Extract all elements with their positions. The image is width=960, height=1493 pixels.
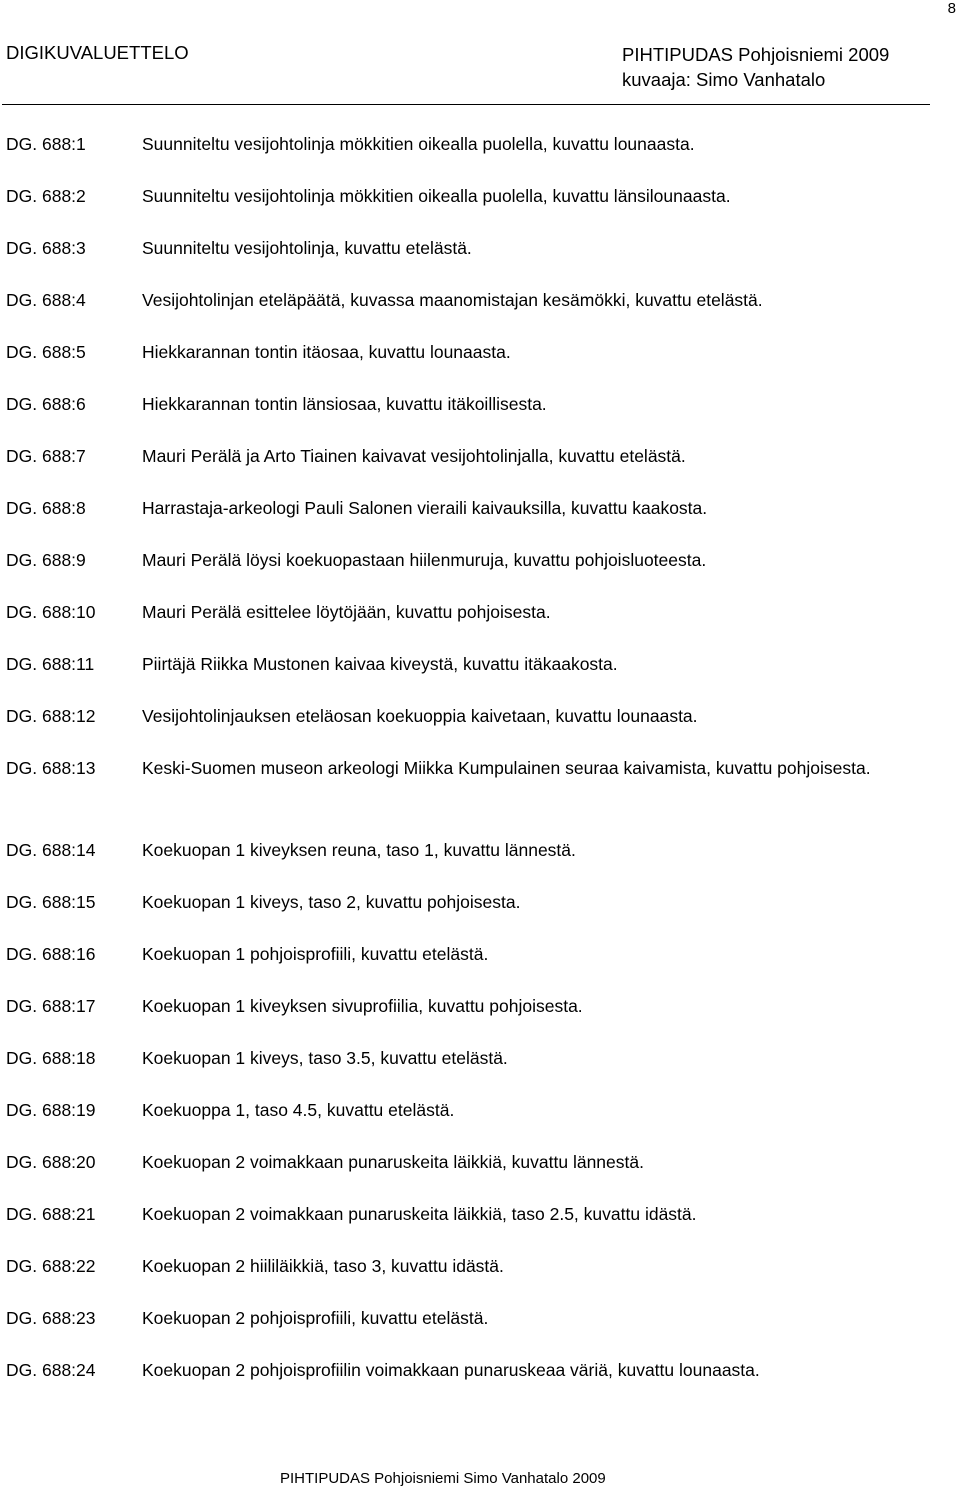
catalog-entry bbox=[0, 1198, 960, 1250]
photo-code: DG. 688:13 bbox=[6, 758, 96, 778]
header-info bbox=[622, 42, 889, 92]
catalog-entry bbox=[0, 938, 960, 990]
photo-code: DG. 688:1 bbox=[6, 134, 86, 154]
photo-description: Koekuopan 2 hiililäikkiä, taso 3, kuvattu idästä. bbox=[142, 1256, 504, 1276]
catalog-entry bbox=[0, 388, 960, 440]
catalog-entry bbox=[0, 544, 960, 596]
catalog-entry bbox=[0, 128, 960, 180]
photo-description: Koekuopan 1 kiveyksen sivuprofiilia, kuvattu pohjoisesta. bbox=[142, 996, 583, 1016]
photo-description: Suunniteltu vesijohtolinja mökkitien oikealla puolella, kuvattu länsilounaasta. bbox=[142, 186, 731, 206]
photo-description: Mauri Perälä löysi koekuopastaan hiilenmuruja, kuvattu pohjoisluoteesta. bbox=[142, 550, 707, 570]
photo-code: DG. 688:6 bbox=[6, 394, 86, 414]
photo-description: Koekuopan 1 kiveys, taso 3.5, kuvattu etelästä. bbox=[142, 1048, 508, 1068]
catalog-entry bbox=[0, 1146, 960, 1198]
catalog-entry bbox=[0, 180, 960, 232]
photo-description: Koekuopan 2 voimakkaan punaruskeita läikkiä, kuvattu lännestä. bbox=[142, 1152, 644, 1172]
photo-code: DG. 688:19 bbox=[6, 1100, 96, 1120]
photo-description: Hiekkarannan tontin itäosaa, kuvattu lounaasta. bbox=[142, 342, 511, 362]
photo-description: Koekuopan 2 voimakkaan punaruskeita läikkiä, taso 2.5, kuvattu idästä. bbox=[142, 1204, 697, 1224]
photo-code: DG. 688:24 bbox=[6, 1360, 96, 1380]
photo-code: DG. 688:2 bbox=[6, 186, 86, 206]
photo-code: DG. 688:18 bbox=[6, 1048, 96, 1068]
photo-description: Hiekkarannan tontin länsiosaa, kuvattu itäkoillisesta. bbox=[142, 394, 547, 414]
photo-catalog-list bbox=[0, 128, 960, 1406]
photo-code: DG. 688:3 bbox=[6, 238, 86, 258]
photo-description: Suunniteltu vesijohtolinja mökkitien oikealla puolella, kuvattu lounaasta. bbox=[142, 134, 695, 154]
photo-description: Koekuopan 1 kiveyksen reuna, taso 1, kuvattu lännestä. bbox=[142, 840, 576, 860]
photo-description: Mauri Perälä ja Arto Tiainen kaivavat vesijohtolinjalla, kuvattu etelästä. bbox=[142, 446, 686, 466]
photo-code: DG. 688:15 bbox=[6, 892, 96, 912]
header-divider bbox=[2, 104, 930, 105]
photo-description: Koekuopan 1 pohjoisprofiili, kuvattu etelästä. bbox=[142, 944, 489, 964]
catalog-entry bbox=[0, 440, 960, 492]
catalog-entry bbox=[0, 492, 960, 544]
photo-code: DG. 688:22 bbox=[6, 1256, 96, 1276]
photo-description: Harrastaja-arkeologi Pauli Salonen vieraili kaivauksilla, kuvattu kaakosta. bbox=[142, 498, 708, 518]
photo-code: DG. 688:16 bbox=[6, 944, 96, 964]
catalog-entry bbox=[0, 1302, 960, 1354]
photo-code: DG. 688:12 bbox=[6, 706, 96, 726]
photo-code: DG. 688:8 bbox=[6, 498, 86, 518]
photo-code: DG. 688:21 bbox=[6, 1204, 96, 1224]
catalog-entry bbox=[0, 596, 960, 648]
page-footer: PIHTIPUDAS Pohjoisniemi Simo Vanhatalo 2009 bbox=[280, 1470, 606, 1487]
photo-code: DG. 688:20 bbox=[6, 1152, 96, 1172]
catalog-entry bbox=[0, 1094, 960, 1146]
photo-code: DG. 688:14 bbox=[6, 840, 96, 860]
photo-code: DG. 688:11 bbox=[6, 654, 95, 674]
page-number: 8 bbox=[947, 0, 956, 17]
catalog-entry bbox=[0, 834, 960, 886]
photo-description: Vesijohtolinjan eteläpäätä, kuvassa maanomistajan kesämökki, kuvattu etelästä. bbox=[142, 290, 763, 310]
photo-code: DG. 688:9 bbox=[6, 550, 86, 570]
catalog-entry bbox=[0, 1354, 960, 1406]
catalog-entry bbox=[0, 1250, 960, 1302]
header-photographer: kuvaaja: Simo Vanhatalo bbox=[622, 69, 826, 90]
photo-description: Mauri Perälä esittelee löytöjään, kuvattu pohjoisesta. bbox=[142, 602, 551, 622]
photo-description: Koekuopan 2 pohjoisprofiili, kuvattu etelästä. bbox=[142, 1308, 489, 1328]
header-location: PIHTIPUDAS Pohjoisniemi 2009 bbox=[622, 44, 890, 65]
photo-code: DG. 688:17 bbox=[6, 996, 96, 1016]
photo-code: DG. 688:5 bbox=[6, 342, 86, 362]
catalog-entry bbox=[0, 1042, 960, 1094]
photo-code: DG. 688:10 bbox=[6, 602, 96, 622]
photo-description: Piirtäjä Riikka Mustonen kaivaa kiveystä, kuvattu itäkaakosta. bbox=[142, 654, 618, 674]
photo-description: Koekuopan 2 pohjoisprofiilin voimakkaan punaruskeaa väriä, kuvattu lounaasta. bbox=[142, 1360, 760, 1380]
photo-code: DG. 688:7 bbox=[6, 446, 86, 466]
photo-description: Vesijohtolinjauksen eteläosan koekuoppia kaivetaan, kuvattu lounaasta. bbox=[142, 706, 698, 726]
catalog-entry bbox=[0, 648, 960, 700]
catalog-entry bbox=[0, 990, 960, 1042]
photo-description: Keski-Suomen museon arkeologi Miikka Kumpulainen seuraa kaivamista, kuvattu pohjoisesta. bbox=[142, 758, 871, 778]
photo-description: Suunniteltu vesijohtolinja, kuvattu etelästä. bbox=[142, 238, 472, 258]
photo-description: Koekuoppa 1, taso 4.5, kuvattu etelästä. bbox=[142, 1100, 455, 1120]
catalog-entry bbox=[0, 886, 960, 938]
catalog-entry bbox=[0, 232, 960, 284]
catalog-entry bbox=[0, 752, 960, 834]
photo-code: DG. 688:4 bbox=[6, 290, 86, 310]
catalog-entry bbox=[0, 700, 960, 752]
photo-description: Koekuopan 1 kiveys, taso 2, kuvattu pohjoisesta. bbox=[142, 892, 521, 912]
catalog-entry bbox=[0, 336, 960, 388]
photo-code: DG. 688:23 bbox=[6, 1308, 96, 1328]
catalog-entry bbox=[0, 284, 960, 336]
document-title: DIGIKUVALUETTELO bbox=[6, 42, 189, 63]
